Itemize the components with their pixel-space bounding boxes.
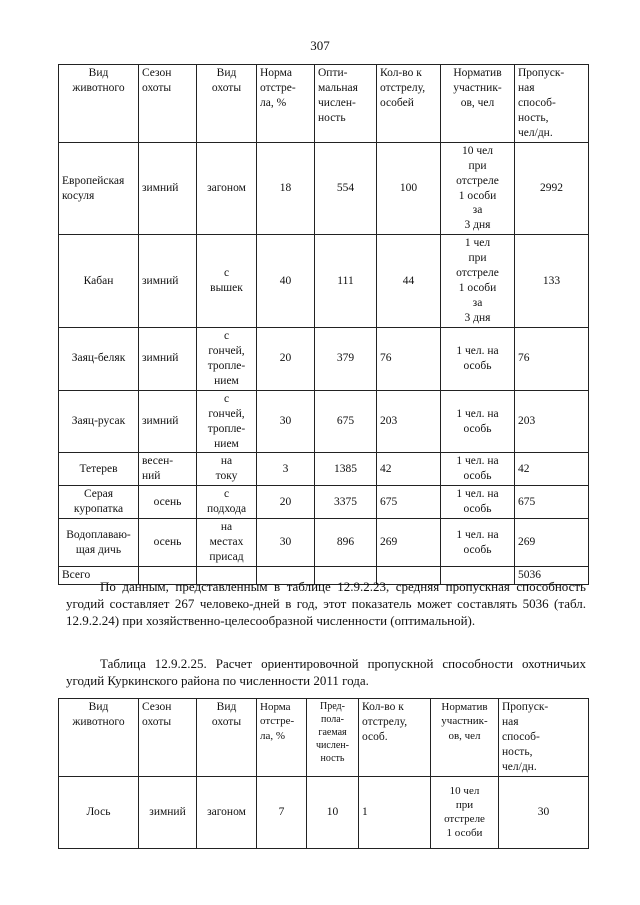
cell-population: 896: [315, 519, 377, 567]
cell-population: 675: [315, 390, 377, 453]
cell-cull-count: 203: [377, 390, 441, 453]
cell-population: 379: [315, 327, 377, 390]
cell-participants: 10 чел при отстреле 1 особи: [431, 776, 499, 848]
cell-hunt-type: на току: [197, 453, 257, 486]
cell-participants: 10 чел при отстреле 1 особи за 3 дня: [441, 142, 515, 235]
cell-capacity: 42: [515, 453, 589, 486]
table-header-row: [59, 699, 589, 777]
cell-participants: 1 чел. на особь: [441, 390, 515, 453]
cell-participants: 1 чел при отстреле 1 особи за 3 дня: [441, 235, 515, 328]
cell-hunt-type: с вышек: [197, 235, 257, 328]
cell-quota: 40: [257, 235, 315, 328]
cell-quota: 18: [257, 142, 315, 235]
header-quota: Норма отстре- ла, %: [257, 699, 307, 777]
cell-cull-count: 269: [377, 519, 441, 567]
cell-participants: 1 чел. на особь: [441, 327, 515, 390]
cell-season: осень: [139, 519, 197, 567]
header-population: Пред- пола- гаемая числен- ность: [307, 699, 359, 777]
cell-hunt-type: загоном: [197, 142, 257, 235]
cell-quota: 30: [257, 519, 315, 567]
header-capacity: Пропуск- ная способ- ность, чел/дн.: [499, 699, 589, 777]
cell-species: Серая куропатка: [59, 486, 139, 519]
cell-cull-count: 100: [377, 142, 441, 235]
cell-capacity: 76: [515, 327, 589, 390]
header-participants: Норматив участник- ов, чел: [441, 65, 515, 143]
cell-cull-count: 44: [377, 235, 441, 328]
cell-capacity: 203: [515, 390, 589, 453]
table-row: [59, 142, 589, 235]
total-value: 5036: [515, 567, 589, 585]
header-participants: Норматив участник- ов, чел: [431, 699, 499, 777]
cell-hunt-type: с гончей, тропле- нием: [197, 390, 257, 453]
cell-cull-count: 1: [359, 776, 431, 848]
cell-season: зимний: [139, 142, 197, 235]
cell-quota: 3: [257, 453, 315, 486]
cell-season: зимний: [139, 776, 197, 848]
cell-hunt-type: на местах присад: [197, 519, 257, 567]
total-label: Всего: [59, 567, 139, 585]
header-species: Вид животного: [59, 65, 139, 143]
cell-cull-count: 675: [377, 486, 441, 519]
cell-participants: 1 чел. на особь: [441, 519, 515, 567]
cell-hunt-type: загоном: [197, 776, 257, 848]
header-cull-count: Кол-во к отстрелу, особей: [377, 65, 441, 143]
cell-species: Заяц-русак: [59, 390, 139, 453]
header-species: Вид животного: [59, 699, 139, 777]
cell-season: осень: [139, 486, 197, 519]
cell-species: Заяц-беляк: [59, 327, 139, 390]
cell-season: зимний: [139, 327, 197, 390]
header-season: Сезон охоты: [139, 65, 197, 143]
cell-hunt-type: с подхода: [197, 486, 257, 519]
cell-quota: 20: [257, 486, 315, 519]
table-row: [59, 390, 589, 453]
table-header-row: [59, 65, 589, 143]
summary-paragraph: По данным, представленным в таблице 12.9.2.23, средняя пропускная способность угодий составляет 267 человеко-дней в год, этот показатель может составлять 5036 (табл. 12.9.2.24) при хозяйственно-целесообразной численности (оптимальной).: [66, 579, 586, 629]
cell-hunt-type: с гончей, тропле- нием: [197, 327, 257, 390]
cell-species: Водоплаваю- щая дичь: [59, 519, 139, 567]
cell-population: 554: [315, 142, 377, 235]
cell-participants: 1 чел. на особь: [441, 486, 515, 519]
cell-species: Тетерев: [59, 453, 139, 486]
table-row: [59, 486, 589, 519]
cell-season: весен- ний: [139, 453, 197, 486]
cell-capacity: 269: [515, 519, 589, 567]
table-caption: Таблица 12.9.2.25. Расчет ориентировочной пропускной способности охотничьих угодий Куркинского района по численности 2011 года.: [66, 656, 586, 689]
cell-quota: 30: [257, 390, 315, 453]
header-cull-count: Кол-во к отстрелу, особ.: [359, 699, 431, 777]
cell-capacity: 2992: [515, 142, 589, 235]
header-quota: Норма отстре- ла, %: [257, 65, 315, 143]
header-hunt-type: Вид охоты: [197, 65, 257, 143]
cell-cull-count: 42: [377, 453, 441, 486]
cell-population: 111: [315, 235, 377, 328]
header-population: Опти- мальная числен- ность: [315, 65, 377, 143]
header-hunt-type: Вид охоты: [197, 699, 257, 777]
cell-cull-count: 76: [377, 327, 441, 390]
page-number: 307: [310, 38, 330, 53]
cell-species: Европейская косуля: [59, 142, 139, 235]
table-row: [59, 519, 589, 567]
table-row: [59, 453, 589, 486]
table-row: [59, 235, 589, 328]
cell-species: Лось: [59, 776, 139, 848]
cell-season: зимний: [139, 390, 197, 453]
cell-capacity: 30: [499, 776, 589, 848]
cell-population: 3375: [315, 486, 377, 519]
cell-participants: 1 чел. на особь: [441, 453, 515, 486]
table-row: [59, 776, 589, 848]
hunting-capacity-table-optimal: [58, 64, 589, 585]
cell-quota: 20: [257, 327, 315, 390]
table-row: [59, 327, 589, 390]
hunting-capacity-table-2011: [58, 698, 589, 849]
cell-capacity: 133: [515, 235, 589, 328]
header-capacity: Пропуск- ная способ- ность, чел/дн.: [515, 65, 589, 143]
cell-season: зимний: [139, 235, 197, 328]
cell-species: Кабан: [59, 235, 139, 328]
cell-quota: 7: [257, 776, 307, 848]
cell-population: 10: [307, 776, 359, 848]
cell-population: 1385: [315, 453, 377, 486]
header-season: Сезон охоты: [139, 699, 197, 777]
cell-capacity: 675: [515, 486, 589, 519]
